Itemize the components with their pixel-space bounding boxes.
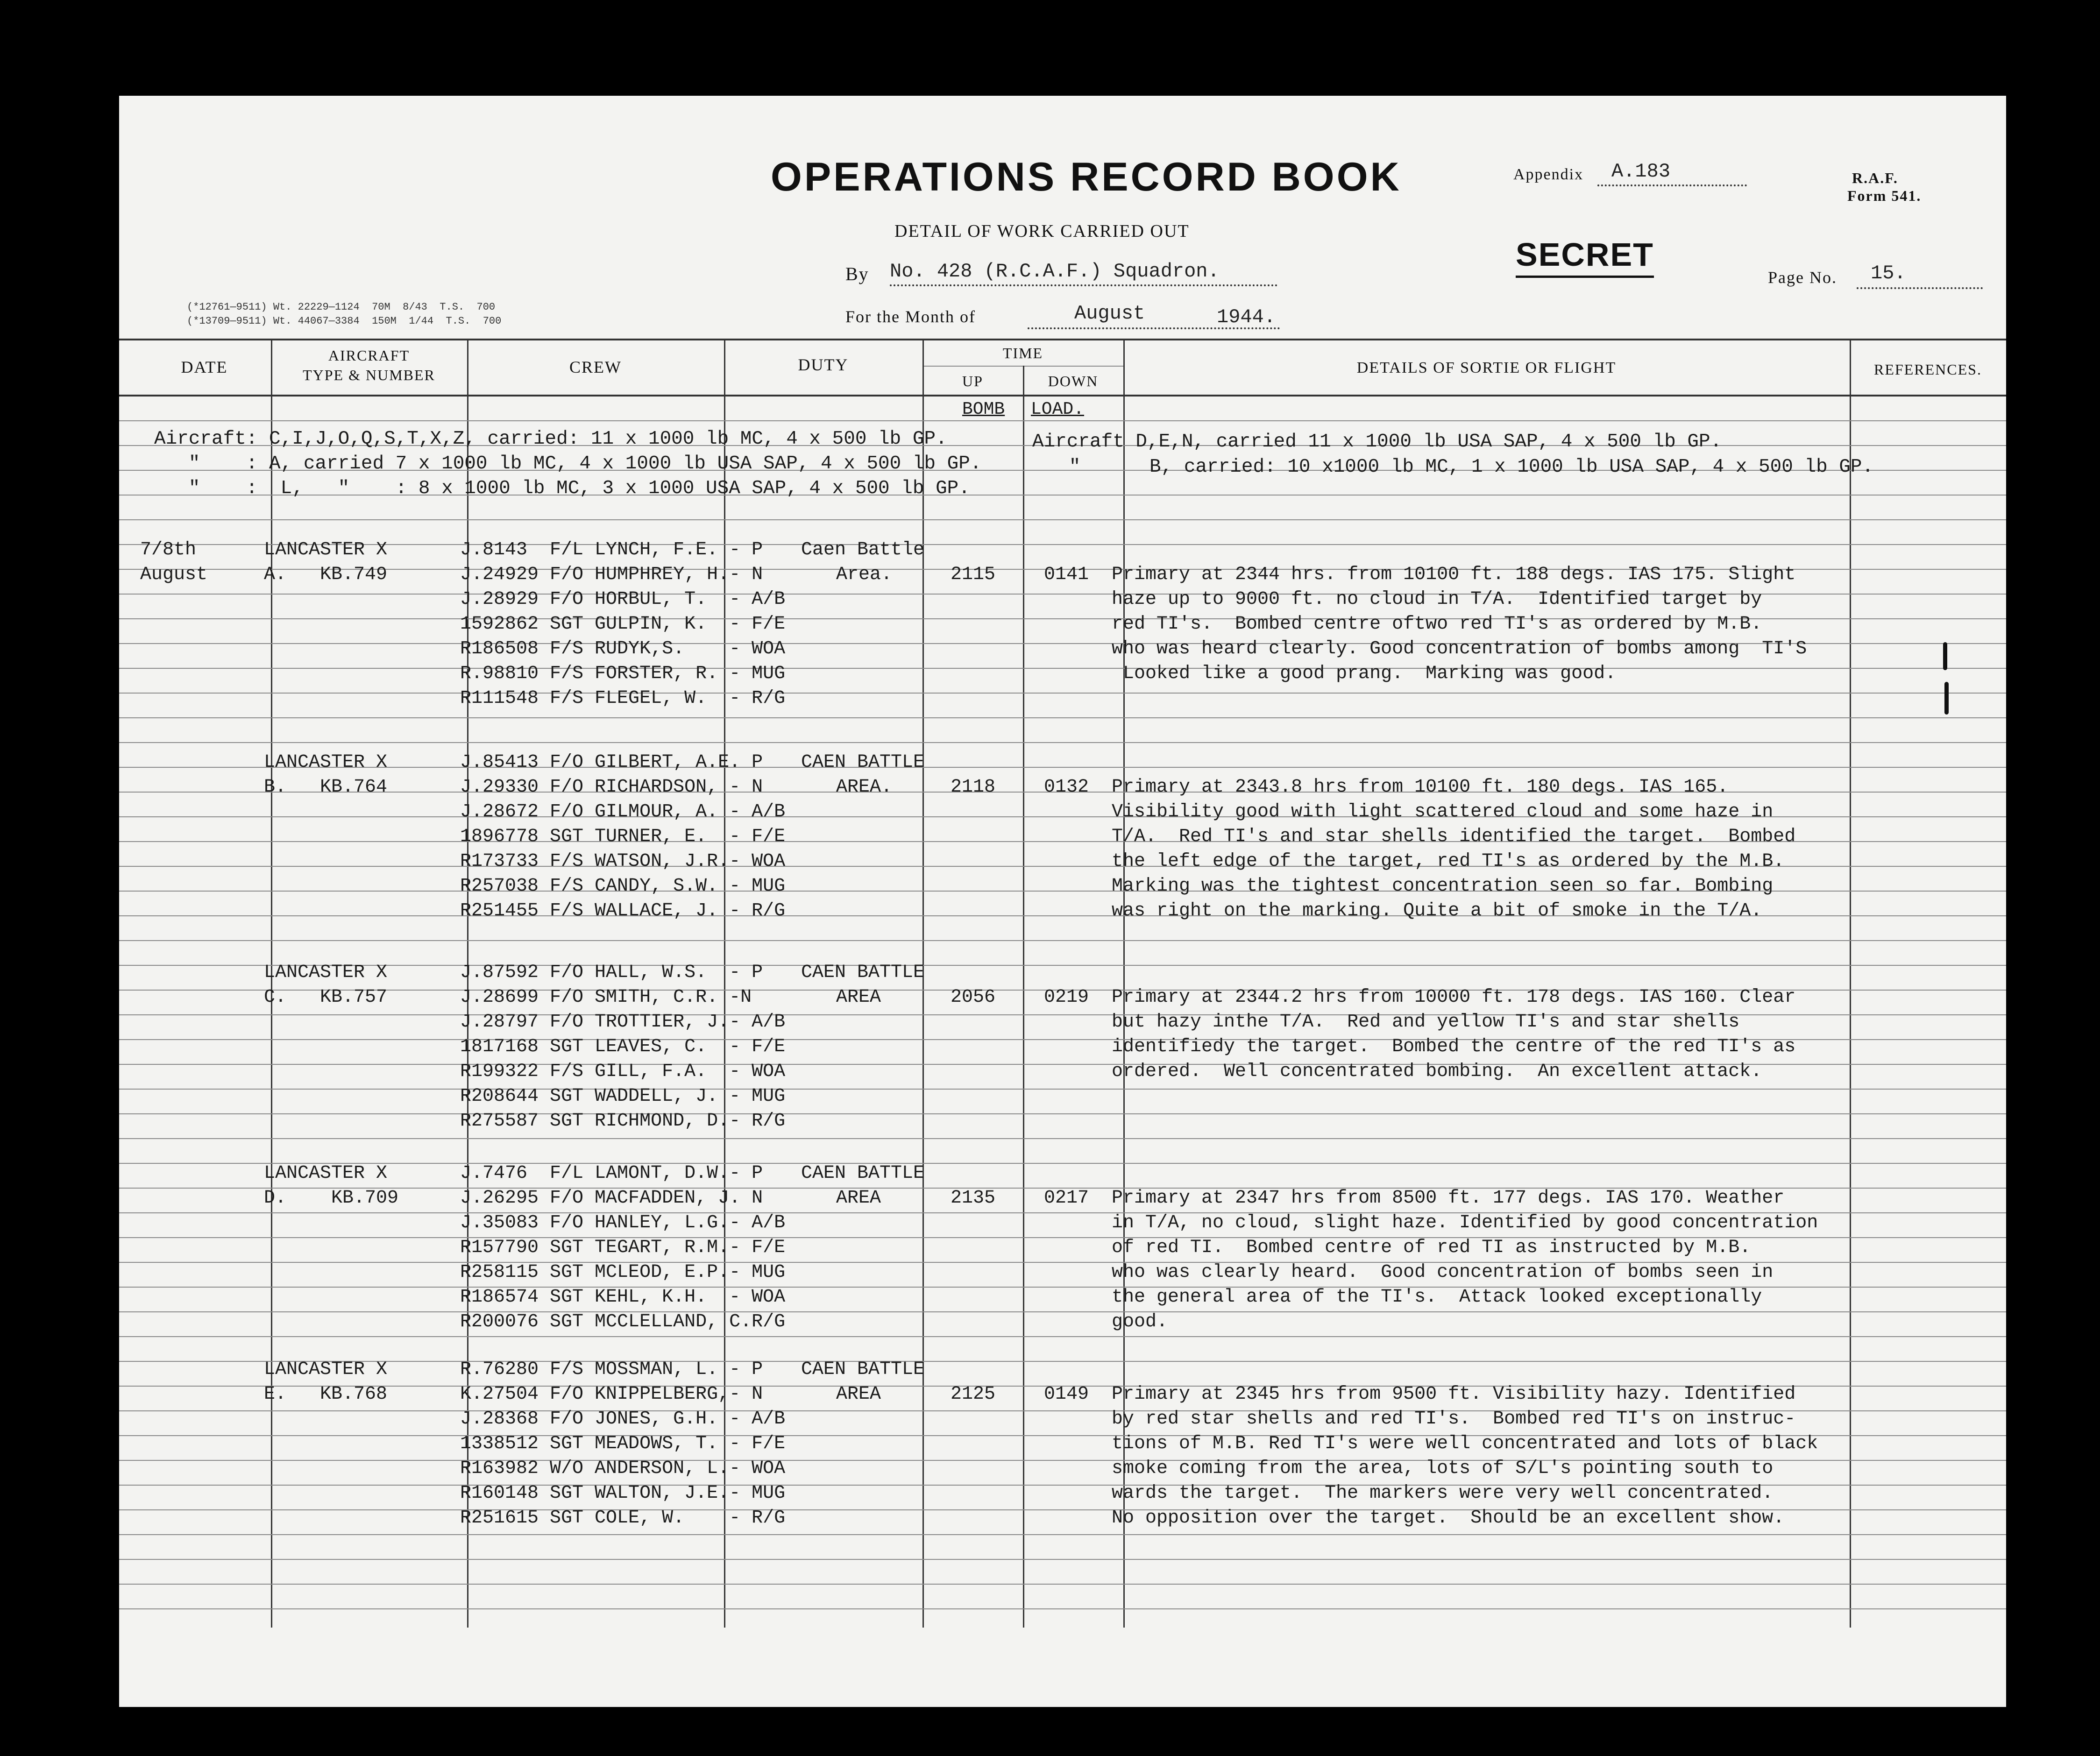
time-up: 2056	[951, 987, 996, 1008]
sortie-detail-line: wards the target. The markers were very well concentrated.	[1112, 1483, 1774, 1504]
sortie-detail-line: No opposition over the target. Should be an excellent show.	[1112, 1508, 1785, 1529]
sortie-detail-line: Primary at 2344.2 hrs from 10000 ft. 178 degs. IAS 160. Clear	[1112, 987, 1796, 1008]
crew-member: R157790 SGT TEGART, R.M.- F/E	[460, 1237, 786, 1258]
crew-member: R199322 F/S GILL, F.A. - WOA	[460, 1061, 786, 1082]
bomb-load-label-2: LOAD.	[1031, 399, 1085, 419]
sortie-detail-line: T/A. Red TI's and star shells identified the target. Bombed	[1112, 826, 1796, 847]
col-header-duty: DUTY	[798, 355, 849, 374]
sortie-duty: Caen Battle	[801, 539, 925, 560]
sortie-duty: AREA	[836, 1384, 881, 1405]
crew-member: J.28672 F/O GILMOUR, A. - A/B	[460, 801, 786, 822]
time-up: 2118	[951, 777, 996, 798]
sortie-aircraft: A. KB.749	[264, 564, 388, 585]
crew-member: R275587 SGT RICHMOND, D.- R/G	[460, 1111, 786, 1132]
month-value: August	[1074, 302, 1145, 325]
appendix-value: A.183	[1611, 160, 1671, 183]
ruled-line	[119, 1311, 2006, 1312]
ruled-line	[119, 1138, 2006, 1139]
ruled-line	[119, 767, 2006, 768]
col-header-time: TIME	[1002, 345, 1043, 361]
sortie-detail-line: red TI's. Bombed centre oftwo red TI's as ordered by M.B.	[1112, 614, 1762, 635]
sortie-detail-line: identifiedy the target. Bombed the centre of the red TI's as	[1112, 1036, 1796, 1057]
sortie-detail-line: haze up to 9000 ft. no cloud in T/A. Identified target by	[1112, 589, 1762, 610]
sortie-detail-line: ordered. Well concentrated bombing. An excellent attack.	[1112, 1061, 1762, 1082]
crew-member: J.87592 F/O HALL, W.S. - P	[460, 962, 763, 983]
bomb-load-label-1: BOMB	[962, 399, 1005, 419]
sortie-detail-line: in T/A, no cloud, slight haze. Identified by good concentration	[1112, 1212, 1818, 1233]
time-up: 2115	[951, 564, 996, 585]
ruled-line	[119, 693, 2006, 694]
sortie-detail-line: Primary at 2345 hrs from 9500 ft. Visibility hazy. Identified	[1112, 1384, 1796, 1405]
col-divider-time	[1023, 366, 1024, 1628]
ruled-line	[119, 1361, 2006, 1362]
sortie-detail-line: Visibility good with light scattered cloud and some haze in	[1112, 801, 1774, 822]
crew-member: 1338512 SGT MEADOWS, T. - F/E	[460, 1433, 786, 1454]
sortie-detail-line: smoke coming from the area, lots of S/L's pointing south to	[1112, 1458, 1774, 1479]
appendix-label: Appendix	[1513, 166, 1584, 183]
time-down: 0132	[1044, 777, 1089, 798]
crew-member: R258115 SGT MCLEOD, E.P.- MUG	[460, 1262, 786, 1283]
crew-member: R208644 SGT WADDELL, J. - MUG	[460, 1086, 786, 1107]
by-underline	[890, 284, 1277, 286]
ruled-line	[119, 1163, 2006, 1164]
col-header-date: DATE	[181, 358, 228, 376]
crew-member: R257038 F/S CANDY, S.W. - MUG	[460, 876, 786, 897]
crew-member: J.28797 F/O TROTTIER, J.- A/B	[460, 1012, 786, 1033]
sortie-date: August	[140, 564, 208, 585]
ruled-line	[119, 1559, 2006, 1560]
sortie-detail-line: but hazy inthe T/A. Red and yellow TI's and star shells	[1112, 1012, 1740, 1033]
crew-member: J.26295 F/O MACFADDEN, J. N	[460, 1188, 763, 1209]
crew-member: R173733 F/S WATSON, J.R.- WOA	[460, 851, 786, 872]
ruled-line	[119, 742, 2006, 743]
by-label: By	[845, 263, 869, 284]
crew-member: J.29330 F/O RICHARDSON, - N	[460, 777, 763, 798]
crew-member: 1817168 SGT LEAVES, C. - F/E	[460, 1036, 786, 1057]
crew-member: R.76280 F/S MOSSMAN, L. - P	[460, 1359, 763, 1380]
sortie-aircraft: C. KB.757	[264, 987, 388, 1008]
crew-member: R163982 W/O ANDERSON, L.- WOA	[460, 1458, 786, 1479]
col-divider-references	[1850, 339, 1851, 1628]
sortie-aircraft: LANCASTER X	[264, 1163, 388, 1184]
time-down: 0149	[1044, 1384, 1089, 1405]
sortie-aircraft: LANCASTER X	[264, 539, 388, 560]
form-line-2: Form 541.	[1847, 187, 1922, 204]
page-title: OPERATIONS RECORD BOOK	[771, 155, 1402, 199]
crew-member: K.27504 F/O KNIPPELBERG,- N	[460, 1384, 763, 1405]
sortie-detail-line: Primary at 2344 hrs. from 10100 ft. 188 degs. IAS 175. Slight	[1112, 564, 1796, 585]
bomb-load-right-1: Aircraft D,E,N, carried 11 x 1000 lb USA SAP, 4 x 500 lb GP.	[1032, 431, 1722, 453]
sortie-duty: AREA	[836, 1188, 881, 1209]
sortie-detail-line: of red TI. Bombed centre of red TI as instructed by M.B.	[1112, 1237, 1751, 1258]
sortie-date: 7/8th	[140, 539, 197, 560]
crew-member: R251455 F/S WALLACE, J. - R/G	[460, 900, 786, 921]
crew-member: R.98810 F/S FORSTER, R. - MUG	[460, 663, 786, 684]
col-header-references: REFERENCES.	[1874, 361, 1982, 378]
form-line-1: R.A.F.	[1852, 170, 1898, 186]
sortie-detail-line: Marking was the tightest concentration seen so far. Bombing	[1112, 876, 1774, 897]
sortie-duty: AREA.	[836, 777, 893, 798]
sortie-duty: Area.	[836, 564, 893, 585]
sortie-duty: CAEN BATTLE	[801, 962, 925, 983]
sortie-detail-line: Looked like a good prang. Marking was good.	[1112, 663, 1617, 684]
sortie-detail-line: the left edge of the target, red TI's as ordered by the M.B.	[1112, 851, 1785, 872]
crew-member: 1896778 SGT TURNER, E. - F/E	[460, 826, 786, 847]
sortie-detail-line: good.	[1112, 1311, 1168, 1332]
sortie-aircraft: B. KB.764	[264, 777, 388, 798]
header-bottom-rule	[119, 395, 2006, 397]
sortie-detail-line: was right on the marking. Quite a bit of smoke in the T/A.	[1112, 900, 1762, 921]
ruled-line	[119, 544, 2006, 545]
ruled-line	[119, 420, 2006, 421]
sortie-aircraft: LANCASTER X	[264, 962, 388, 983]
ruled-line	[119, 940, 2006, 941]
sortie-aircraft: D. KB.709	[264, 1188, 399, 1209]
time-down: 0141	[1044, 564, 1089, 585]
crew-member: R251615 SGT COLE, W. - R/G	[460, 1508, 786, 1529]
time-up: 2125	[951, 1384, 996, 1405]
bomb-load-left-1: Aircraft: C,I,J,O,Q,S,T,X,Z, carried: 11 x 1000 lb MC, 4 x 500 lb GP.	[154, 428, 947, 450]
reference-tick-1	[1943, 642, 1947, 670]
sortie-aircraft: LANCASTER X	[264, 1359, 388, 1380]
col-divider-duty	[922, 339, 924, 1628]
squadron-value: No. 428 (R.C.A.F.) Squadron.	[890, 260, 1220, 283]
time-down: 0219	[1044, 987, 1089, 1008]
sortie-aircraft: LANCASTER X	[264, 752, 388, 773]
page-subtitle: DETAIL OF WORK CARRIED OUT	[894, 221, 1190, 241]
bomb-load-left-3: " : L, " : 8 x 1000 lb MC, 3 x 1000 USA SAP, 4 x 500 lb GP.	[154, 478, 970, 499]
col-header-crew: CREW	[569, 358, 622, 376]
sortie-duty: CAEN BATTLE	[801, 1163, 925, 1184]
sortie-detail-line: tions of M.B. Red TI's were well concentrated and lots of black	[1112, 1433, 1818, 1454]
crew-member: J.35083 F/O HANLEY, L.G.- A/B	[460, 1212, 786, 1233]
ruled-line	[119, 717, 2006, 718]
ruled-line	[119, 519, 2006, 520]
secret-stamp: SECRET	[1516, 236, 1654, 273]
sortie-detail-line: by red star shells and red TI's. Bombed red TI's on instruc-	[1112, 1409, 1796, 1430]
crew-member: R111548 F/S FLEGEL, W. - R/G	[460, 688, 786, 709]
page-number-label: Page No.	[1768, 268, 1837, 287]
crew-member: J.8143 F/L LYNCH, F.E. - P	[460, 539, 763, 560]
sortie-detail-line: Primary at 2347 hrs from 8500 ft. 177 degs. IAS 170. Weather	[1112, 1188, 1785, 1209]
sortie-detail-line: who was heard clearly. Good concentration of bombs among TI'S	[1112, 638, 1807, 659]
year-value: 1944.	[1217, 306, 1276, 328]
crew-member: 1592862 SGT GULPIN, K. - F/E	[460, 614, 786, 635]
crew-member: R200076 SGT MCCLELLAND, C.R/G	[460, 1311, 786, 1332]
ruled-line	[119, 1584, 2006, 1585]
ruled-line	[119, 1336, 2006, 1337]
sortie-duty: AREA	[836, 987, 881, 1008]
ruled-line	[119, 965, 2006, 966]
time-down: 0217	[1044, 1188, 1089, 1209]
reference-tick-2	[1944, 682, 1949, 715]
col-divider-date	[271, 339, 272, 1628]
crew-member: R186508 F/S RUDYK,S. - WOA	[460, 638, 786, 659]
print-code-1: (*12761—9511) Wt. 22229—1124 70M 8/43 T.S. 700	[187, 301, 496, 313]
ruled-line	[119, 668, 2006, 669]
crew-member: R186574 SGT KEHL, K.H. - WOA	[460, 1287, 786, 1308]
sortie-aircraft: E. KB.768	[264, 1384, 388, 1405]
table-top-rule	[119, 339, 2006, 340]
month-label: For the Month of	[845, 307, 976, 326]
record-sheet	[119, 96, 2006, 1707]
col-header-up: UP	[962, 373, 983, 389]
crew-member: J.7476 F/L LAMONT, D.W.- P	[460, 1163, 763, 1184]
page-number-underline	[1857, 287, 1983, 289]
sortie-duty: CAEN BATTLE	[801, 752, 925, 773]
col-header-down: DOWN	[1048, 373, 1099, 389]
col-header-details: DETAILS OF SORTIE OR FLIGHT	[1356, 359, 1617, 376]
crew-member: J.28699 F/O SMITH, C.R. -N	[460, 987, 752, 1008]
bomb-load-right-2: " B, carried: 10 x1000 lb MC, 1 x 1000 lb USA SAP, 4 x 500 lb GP.	[1035, 456, 1874, 478]
col-header-aircraft: AIRCRAFT TYPE & NUMBER	[303, 347, 435, 383]
sortie-detail-line: Primary at 2343.8 hrs from 10100 ft. 180 degs. IAS 165.	[1112, 777, 1729, 798]
ruled-line	[119, 1113, 2006, 1114]
ruled-line	[119, 1089, 2006, 1090]
bomb-load-left-2: " : A, carried 7 x 1000 lb MC, 4 x 1000 lb USA SAP, 4 x 500 lb GP.	[154, 453, 982, 474]
crew-member: R160148 SGT WALTON, J.E.- MUG	[460, 1483, 786, 1504]
ruled-line	[119, 1608, 2006, 1609]
ruled-line	[119, 1534, 2006, 1535]
appendix-underline	[1597, 184, 1747, 186]
time-up: 2135	[951, 1188, 996, 1209]
crew-member: J.28929 F/O HORBUL, T. - A/B	[460, 589, 786, 610]
sortie-detail-line: who was clearly heard. Good concentration of bombs seen in	[1112, 1262, 1774, 1283]
crew-member: J.24929 F/O HUMPHREY, H.- N	[460, 564, 763, 585]
print-code-2: (*13709—9511) Wt. 44067—3384 150M 1/44 T.S. 700	[187, 315, 502, 327]
sortie-detail-line: the general area of the TI's. Attack looked exceptionally	[1112, 1287, 1762, 1308]
crew-member: J.85413 F/O GILBERT, A.E. P	[460, 752, 763, 773]
sortie-duty: CAEN BATTLE	[801, 1359, 925, 1380]
crew-member: J.28368 F/O JONES, G.H. - A/B	[460, 1409, 786, 1430]
page-number-value: 15.	[1871, 262, 1906, 284]
